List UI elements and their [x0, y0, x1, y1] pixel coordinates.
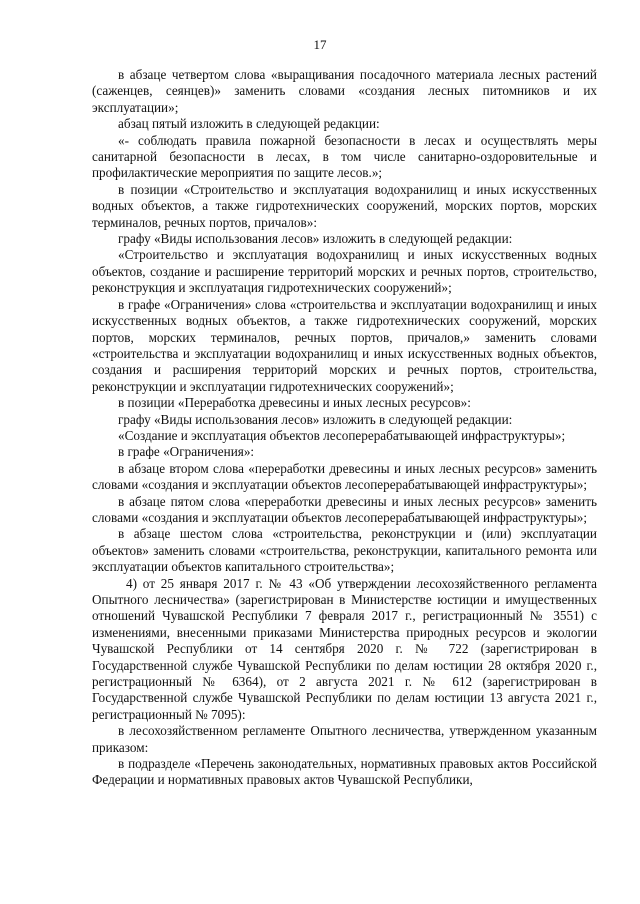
page-number: 17 [313, 37, 327, 52]
paragraph: в лесохозяйственном регламенте Опытного лесничества, утвержденном указанным приказом: [92, 723, 597, 755]
paragraph: в графе «Ограничения»: [118, 444, 255, 460]
paragraph: в абзаце втором слова «переработки древесины и иных лесных ресурсов» заменить словами «создания и эксплуатации объектов лесоперерабатывающей инфраструктуры»; [92, 460, 597, 493]
paragraph: графу «Виды использования лесов» изложить в следующей редакции: [118, 231, 513, 247]
paragraph: абзац пятый изложить в следующей редакции: [118, 116, 380, 132]
paragraph: в графе «Ограничения» слова «строительства и эксплуатации водохранилищ и иных искусственных водных объектов, а также гидротехнических сооружений, морских портов, морских терминалов, речных портов, причалов,» заменить словами «строительства и эксплуатации водохранилищ и иных искусственных водных объектов, создания и расширения территорий морских и речных портов, строительства, реконструкции и эксплуатации гидротехнических сооружений»; [92, 296, 597, 394]
paragraph: 4) от 25 января 2017 г. № 43 «Об утверждении лесохозяйственного регламента Опытного лесничества» (зарегистрирован в Министерстве юстиции и имущественных отношений Чувашской Республики 7 февраля 2017 г., регистрационный № 3551) с изменениями, внесенными приказами Министерства природных ресурсов и экологии Чувашской Республики от 14 сентября 2020 г. № 722 (зарегистрирован в Государственной службе Чувашской Республики по делам юстиции 28 октября 2020 г., регистрационный № 6364), от 2 августа 2021 г. № 612 (зарегистрирован в Государственной службе Чувашской Республики по делам юстиции 13 августа 2021 г., регистрационный № 7095): [92, 575, 597, 722]
paragraph: в абзаце четвертом слова «выращивания посадочного материала лесных растений (саженцев, сеянцев)» заменить словами «создания лесных питомников и их эксплуатации»; [92, 67, 597, 115]
paragraph: в позиции «Строительство и эксплуатация водохранилищ и иных искусственных водных объектов, а также гидротехнических сооружений, морских портов, морских терминалов, речных портов, причалов»: [92, 181, 597, 230]
paragraph: в абзаце пятом слова «переработки древесины и иных лесных ресурсов» заменить словами «создания и эксплуатации объектов лесоперерабатывающей инфраструктуры»; [92, 493, 597, 525]
paragraph: «Строительство и эксплуатация водохранилищ и иных искусственных водных объектов, создание и расширение территорий морских и речных портов, строительство, реконструкция и эксплуатация гидротехнических сооружений»; [92, 247, 597, 296]
paragraph: «- соблюдать правила пожарной безопасности в лесах и осуществлять меры санитарной безопасности в лесах, в том числе санитарно-оздоровительные и профилактические мероприятия по защите лесов.»; [92, 132, 597, 181]
paragraph: «Создание и эксплуатация объектов лесоперерабатывающей инфраструктуры»; [118, 427, 566, 443]
paragraph: графу «Виды использования лесов» изложить в следующей редакции: [118, 411, 513, 427]
paragraph: в абзаце шестом слова «строительства, реконструкции и (или) эксплуатации объектов» заменить словами «строительства, реконструкции, капитального ремонта или эксплуатации объектов капитального строительства»; [92, 526, 597, 575]
paragraph: в подразделе «Перечень законодательных, нормативных правовых актов Российской Федерации и нормативных правовых актов Чувашской Республики, [92, 756, 597, 788]
document-body [92, 67, 597, 789]
paragraph: в позиции «Переработка древесины и иных лесных ресурсов»: [118, 395, 471, 411]
